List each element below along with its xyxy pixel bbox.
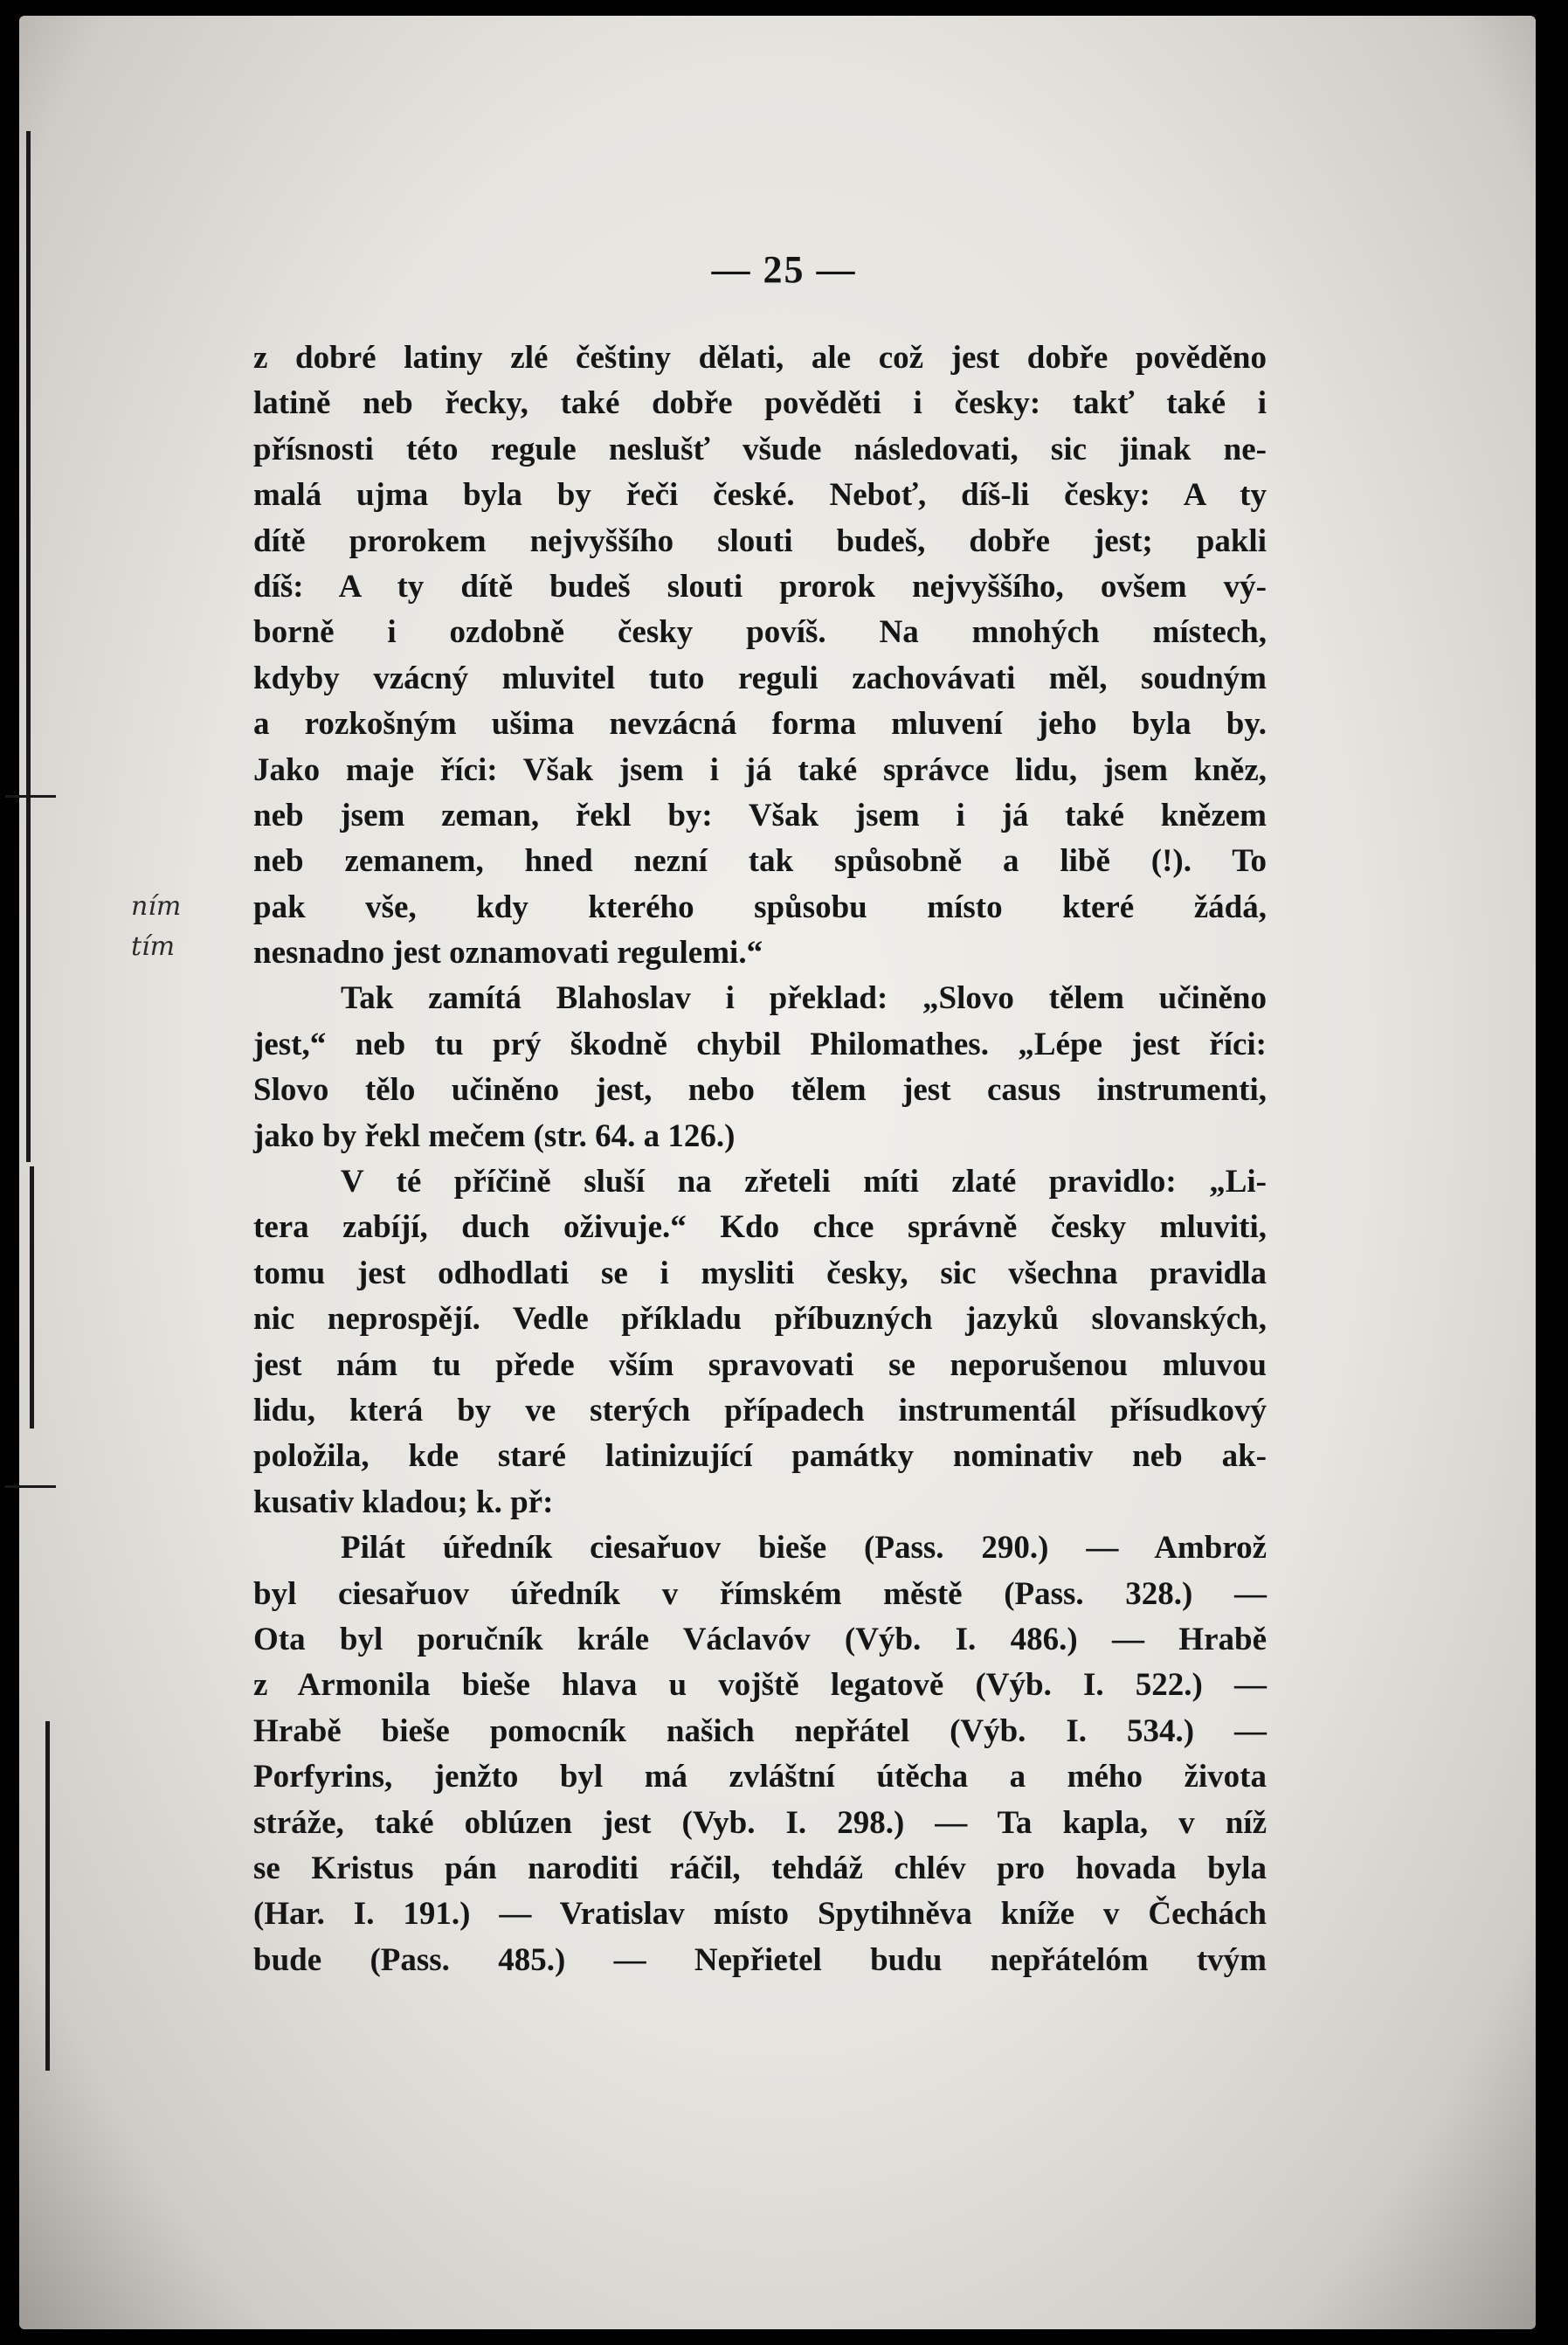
text-line: borně i ozdobně česky povíš. Na mnohých místech, xyxy=(253,614,1267,651)
text-line: bude (Pass. 485.) — Nepřietel budu nepřátelóm tvým xyxy=(253,1941,1267,1978)
text-line: Pilát úředník ciesařuov bieše (Pass. 290.) — Ambrož xyxy=(341,1530,1267,1567)
body-text xyxy=(253,335,1267,1983)
text-line: (Har. I. 191.) — Vratislav místo Spytihněva kníže v Čechách xyxy=(253,1896,1267,1933)
text-line: jest nám tu přede vším spravovati se neporušenou mluvou xyxy=(253,1346,1267,1383)
text-line: byl ciesařuov úředník v římském městě (Pass. 328.) — xyxy=(253,1575,1267,1612)
text-line: nic neprospějí. Vedle příkladu příbuzných jazyků slovanských, xyxy=(253,1301,1267,1338)
text-line: Jako maje říci: Však jsem i já také správce lidu, jsem kněz, xyxy=(253,751,1267,788)
text-line: lidu, která by ve sterých případech instrumentál přísudkový xyxy=(253,1392,1267,1428)
text-line: Tak zamítá Blahoslav i překlad: „Slovo tělem učiněno xyxy=(341,980,1267,1017)
text-line: tera zabíjí, duch oživuje.“ Kdo chce správně česky mluviti, xyxy=(253,1209,1267,1246)
text-line: nesnadno jest oznamovati regulemi.“ xyxy=(253,935,763,972)
text-line: přísnosti této regule neslušť všude následovati, sic jinak ne- xyxy=(253,431,1267,467)
binding-line xyxy=(30,1166,34,1428)
binding-tick xyxy=(5,1485,56,1488)
binding-line xyxy=(45,1721,50,2071)
text-line: malá ujma byla by řeči české. Neboť, díš-li česky: A ty xyxy=(253,477,1267,514)
text-line: jest,“ neb tu prý škodně chybil Philomathes. „Lépe jest říci: xyxy=(253,1026,1267,1062)
text-line: V té příčině sluší na zřeteli míti zlaté pravidlo: „Li- xyxy=(341,1164,1267,1200)
text-line: dítě prorokem nejvyššího slouti budeš, dobře jest; pakli xyxy=(253,522,1267,559)
handwritten-marginalia xyxy=(131,887,181,967)
text-line: z dobré latiny zlé češtiny dělati, ale což jest dobře pověděno xyxy=(253,340,1267,376)
text-line: z Armonila bieše hlava u vojště legatově (Výb. I. 522.) — xyxy=(253,1667,1267,1704)
page-number: — 25 — xyxy=(711,248,857,291)
text-line: neb jsem zeman, řekl by: Však jsem i já také knězem xyxy=(253,797,1267,834)
text-line: se Kristus pán naroditi ráčil, tehdáž chlév pro hovada byla xyxy=(253,1850,1267,1886)
text-line: Hrabě bieše pomocník našich nepřátel (Výb. I. 534.) — xyxy=(253,1712,1267,1749)
text-line: tomu jest odhodlati se i mysliti česky, sic všechna pravidla xyxy=(253,1255,1267,1291)
text-line: díš: A ty dítě budeš slouti prorok nejvyššího, ovšem vý- xyxy=(253,568,1267,605)
text-line: jako by řekl mečem (str. 64. a 126.) xyxy=(253,1117,736,1154)
text-line: a rozkošným ušima nevzácná forma mluvení jeho byla by. xyxy=(253,706,1267,743)
text-line: Porfyrins, jenžto byl má zvláštní útěcha a mého života xyxy=(253,1759,1267,1795)
text-line: Ota byl poručník krále Václavóv (Výb. I. 486.) — Hrabě xyxy=(253,1621,1267,1657)
text-line: stráže, také oblúzen jest (Vyb. I. 298.) — Ta kapla, v níž xyxy=(253,1804,1267,1841)
text-line: položila, kde staré latinizující památky nominativ neb ak- xyxy=(253,1438,1267,1475)
text-line: kusativ kladou; k. př: xyxy=(253,1484,554,1520)
text-line: pak vše, kdy kterého spůsobu místo které žádá, xyxy=(253,889,1267,925)
text-line: Slovo tělo učiněno jest, nebo tělem jest casus instrumenti, xyxy=(253,1072,1267,1109)
text-line: kdyby vzácný mluvitel tuto reguli zachovávati měl, soudným xyxy=(253,660,1267,696)
marginal-note: tím xyxy=(131,931,176,962)
marginal-note: ním xyxy=(131,891,182,922)
text-line: neb zemanem, hned nezní tak spůsobně a libě (!). To xyxy=(253,843,1267,880)
text-line: latině neb řecky, také dobře pověděti i česky: takť také i xyxy=(253,385,1267,422)
binding-tick xyxy=(5,795,56,798)
